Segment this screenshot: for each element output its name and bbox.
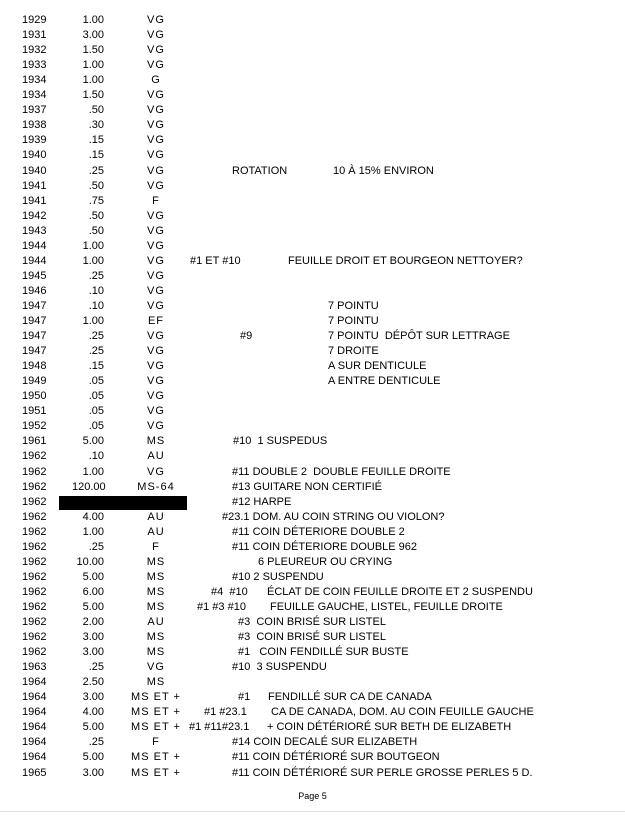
year-cell: 1962 (22, 631, 47, 644)
note-text: #10 2 SUSPENDU (232, 570, 324, 583)
price-cell: .30 (88, 119, 104, 132)
grade-cell: VG (147, 360, 165, 373)
note-text: CA DE CANADA, DOM. AU COIN FEUILLE GAUCHE (271, 706, 534, 719)
grade-cell: MS (146, 570, 166, 583)
table-row (0, 419, 625, 434)
table-row (0, 179, 625, 194)
table-row (0, 660, 625, 675)
price-cell: 5.00 (82, 570, 104, 583)
note-text: #10 3 SUSPENDU (232, 661, 327, 674)
price-cell: 1.00 (82, 74, 104, 87)
year-cell: 1940 (22, 149, 47, 162)
grade-cell: MS (146, 435, 166, 448)
grade-cell: MS ET + (131, 766, 181, 779)
table-row (0, 434, 625, 449)
note-text: #4 #10 (211, 585, 248, 598)
year-cell: 1934 (22, 74, 47, 87)
year-cell: 1929 (22, 14, 47, 26)
price-cell: .25 (88, 661, 104, 674)
grade-cell: VG (147, 254, 165, 267)
year-cell: 1947 (22, 330, 47, 343)
year-cell: 1962 (22, 570, 47, 583)
price-cell: .10 (88, 299, 104, 312)
price-cell: 1.00 (82, 525, 104, 538)
grade-cell: MS-64 (137, 480, 175, 493)
year-cell: 1962 (22, 585, 47, 598)
note-text: ROTATION (232, 164, 288, 177)
grade-cell: VG (147, 119, 165, 132)
table-row (0, 585, 625, 600)
year-cell: 1933 (22, 59, 47, 72)
note-text: #1 #23.1 (204, 706, 247, 719)
price-cell: 5.00 (82, 721, 104, 734)
note-text: #1 COIN FENDILLÉ SUR BUSTE (238, 646, 409, 659)
grade-cell: AU (147, 525, 165, 538)
table-row (0, 118, 625, 133)
table-row (0, 495, 625, 510)
price-cell: .25 (88, 269, 104, 282)
year-cell: 1937 (22, 104, 47, 117)
note-text: FEUILLE DROIT ET BOURGEON NETTOYER? (288, 254, 523, 267)
grade-cell: VG (147, 179, 165, 192)
table-row (0, 510, 625, 525)
grade-cell: MS (146, 600, 166, 613)
grade-cell: VG (147, 29, 165, 42)
grade-cell: VG (147, 390, 165, 403)
grade-cell: MS ET + (131, 751, 181, 764)
price-cell: 4.00 (82, 510, 104, 523)
note-text: #1 #3 #10 (197, 600, 246, 613)
price-cell: 120.00 (72, 480, 106, 493)
table-row (0, 224, 625, 239)
price-cell: .50 (88, 224, 104, 237)
table-row (0, 194, 625, 209)
table-row (0, 630, 625, 645)
table-row (0, 239, 625, 254)
note-text: #9 (240, 330, 253, 343)
grade-cell: F (152, 736, 160, 749)
year-cell: 1934 (22, 89, 47, 102)
price-cell: .25 (88, 736, 104, 749)
grade-cell: AU (147, 510, 165, 523)
year-cell: 1962 (22, 555, 47, 568)
table-row (0, 615, 625, 630)
year-cell: 1964 (22, 751, 47, 764)
year-cell: 1942 (22, 209, 47, 222)
year-cell: 1964 (22, 691, 47, 704)
grade-cell: MS ET + (131, 691, 181, 704)
grade-cell: VG (147, 345, 165, 358)
grade-cell: VG (147, 661, 165, 674)
price-cell: .25 (88, 540, 104, 553)
note-text: 7 POINTU (328, 315, 379, 327)
price-cell: 3.00 (82, 646, 104, 659)
table-row (0, 555, 625, 570)
table-row (0, 209, 625, 224)
grade-cell: VG (147, 284, 165, 297)
table-row (0, 389, 625, 404)
note-text: FENDILLÉ SUR CA DE CANADA (268, 691, 432, 704)
grade-cell: MS (146, 646, 166, 659)
table-row (0, 43, 625, 58)
grade-cell: EF (147, 315, 165, 327)
year-cell: 1962 (22, 646, 47, 659)
price-cell: 1.00 (82, 465, 104, 478)
price-cell: 1.00 (82, 254, 104, 267)
year-cell: 1941 (22, 194, 47, 207)
year-cell: 1944 (22, 239, 47, 252)
table-row (0, 284, 625, 299)
year-cell: 1943 (22, 224, 47, 237)
grade-cell: VG (147, 14, 165, 26)
grade-cell: MS (146, 631, 166, 644)
note-text: 7 DROITE (328, 345, 379, 358)
price-cell: .05 (88, 405, 104, 418)
year-cell: 1965 (22, 766, 47, 779)
price-cell: .75 (88, 194, 104, 207)
table-row (0, 750, 625, 765)
year-cell: 1963 (22, 661, 47, 674)
table-row (0, 88, 625, 103)
table-row (0, 28, 625, 43)
table-row (0, 720, 625, 735)
table-row (0, 690, 625, 705)
price-cell: 3.00 (82, 766, 104, 779)
year-cell: 1962 (22, 480, 47, 493)
price-cell: 6.00 (82, 585, 104, 598)
note-text: #11 DOUBLE 2 DOUBLE FEUILLE DROITE (232, 465, 451, 478)
year-cell: 1962 (22, 465, 47, 478)
note-text: #3 COIN BRISÉ SUR LISTEL (238, 616, 386, 628)
table-row (0, 735, 625, 750)
price-cell: 1.00 (82, 14, 104, 26)
note-text: A ENTRE DENTICULE (328, 375, 441, 388)
price-cell: .15 (88, 149, 104, 162)
year-cell: 1962 (22, 616, 47, 628)
table-row (0, 103, 625, 118)
grade-cell: VG (147, 269, 165, 282)
price-cell: .50 (88, 209, 104, 222)
year-cell: 1939 (22, 134, 47, 147)
table-row (0, 766, 625, 781)
note-text: #13 GUITARE NON CERTIFIÉ (232, 480, 382, 493)
price-cell: .15 (88, 134, 104, 147)
grade-cell: VG (147, 164, 165, 177)
grade-cell: VG (147, 104, 165, 117)
table-row (0, 73, 625, 88)
year-cell: 1945 (22, 269, 47, 282)
grade-cell: F (152, 540, 160, 553)
price-cell: .05 (88, 390, 104, 403)
table-row (0, 600, 625, 615)
year-cell: 1950 (22, 390, 47, 403)
table-row (0, 148, 625, 163)
table-row (0, 299, 625, 314)
note-text: 6 PLEUREUR OU CRYING (258, 555, 393, 568)
year-cell: 1947 (22, 299, 47, 312)
price-cell: .10 (88, 450, 104, 463)
note-text: + COIN DÉTÉRIORÉ SUR BETH DE ELIZABETH (267, 721, 512, 734)
year-cell: 1961 (22, 435, 47, 448)
table-row (0, 705, 625, 720)
note-text: A SUR DENTICULE (328, 360, 427, 373)
redaction-bar (59, 496, 187, 510)
price-cell: 5.00 (82, 751, 104, 764)
price-cell: 4.00 (82, 706, 104, 719)
year-cell: 1952 (22, 420, 47, 433)
grade-cell: VG (147, 299, 165, 312)
price-cell: .05 (88, 420, 104, 433)
table-row (0, 314, 625, 329)
grade-cell: VG (147, 375, 165, 388)
note-text: #11 COIN DÉTERIORE DOUBLE 962 (232, 540, 418, 553)
year-cell: 1947 (22, 315, 47, 327)
note-text: ÉCLAT DE COIN FEUILLE DROITE ET 2 SUSPENDU (267, 585, 533, 598)
table-row (0, 540, 625, 555)
price-cell: 3.00 (82, 691, 104, 704)
price-cell: .15 (88, 360, 104, 373)
year-cell: 1962 (22, 525, 47, 538)
price-cell: .50 (88, 179, 104, 192)
table-row (0, 254, 625, 269)
note-text: #1 ET #10 (190, 254, 241, 267)
year-cell: 1944 (22, 254, 47, 267)
grade-cell: MS (146, 585, 166, 598)
table-row (0, 449, 625, 464)
year-cell: 1949 (22, 375, 47, 388)
grade-cell: VG (147, 465, 165, 478)
grade-cell: VG (147, 134, 165, 147)
note-text: #1 (238, 691, 251, 704)
table-row (0, 570, 625, 585)
grade-cell: VG (147, 405, 165, 418)
grade-cell: MS ET + (131, 721, 181, 734)
price-cell: 3.00 (82, 29, 104, 42)
table-row (0, 13, 625, 28)
table-row (0, 329, 625, 344)
price-cell: .05 (88, 375, 104, 388)
year-cell: 1940 (22, 164, 47, 177)
note-text: #23.1 DOM. AU COIN STRING OU VIOLON? (222, 510, 445, 523)
price-cell: 1.00 (82, 315, 104, 327)
page-bottom-divider (0, 811, 625, 812)
note-text: 7 POINTU (328, 299, 379, 312)
price-cell: 1.00 (82, 239, 104, 252)
grade-cell: VG (147, 89, 165, 102)
year-cell: 1962 (22, 600, 47, 613)
grade-cell: VG (147, 239, 165, 252)
grade-cell: MS (146, 676, 166, 689)
note-text: #10 1 SUSPEDUS (233, 435, 328, 448)
table-row (0, 374, 625, 389)
grade-cell: F (152, 194, 160, 207)
price-cell: .25 (88, 330, 104, 343)
year-cell: 1962 (22, 540, 47, 553)
year-cell: 1941 (22, 179, 47, 192)
grade-cell: VG (147, 224, 165, 237)
year-cell: 1938 (22, 119, 47, 132)
note-text: FEUILLE GAUCHE, LISTEL, FEUILLE DROITE (270, 600, 503, 613)
grade-cell: VG (147, 149, 165, 162)
price-cell: 1.50 (82, 44, 104, 57)
year-cell: 1951 (22, 405, 47, 418)
page-number: Page 5 (298, 791, 327, 801)
price-cell: .50 (88, 104, 104, 117)
grade-cell: VG (147, 209, 165, 222)
note-text: #1 #11#23.1 (189, 721, 250, 734)
note-text: #11 COIN DÉTÉRIORÉ SUR BOUTGEON (232, 751, 440, 764)
price-cell: .10 (88, 284, 104, 297)
grade-cell: VG (147, 44, 165, 57)
year-cell: 1962 (22, 450, 47, 463)
year-cell: 1946 (22, 284, 47, 297)
grade-cell: MS ET + (131, 706, 181, 719)
note-text: #3 COIN BRISÉ SUR LISTEL (238, 631, 386, 644)
table-row (0, 645, 625, 660)
table-row (0, 525, 625, 540)
table-row (0, 359, 625, 374)
year-cell: 1931 (22, 29, 47, 42)
grade-cell: VG (147, 330, 165, 343)
price-cell: 1.00 (82, 59, 104, 72)
grade-cell: MS (146, 555, 166, 568)
note-text: #11 COIN DÉTERIORE DOUBLE 2 (232, 525, 405, 538)
year-cell: 1964 (22, 706, 47, 719)
table-row (0, 480, 625, 495)
year-cell: 1962 (22, 510, 47, 523)
year-cell: 1964 (22, 676, 47, 689)
grade-cell: AU (147, 616, 165, 628)
note-text: #12 HARPE (232, 495, 292, 508)
price-cell: 5.00 (82, 600, 104, 613)
price-cell: 1.50 (82, 89, 104, 102)
grade-cell: VG (147, 420, 165, 433)
table-row (0, 465, 625, 480)
price-cell: 10.00 (76, 555, 104, 568)
table-row (0, 404, 625, 419)
price-cell: .25 (88, 345, 104, 358)
table-row (0, 58, 625, 73)
price-cell: 3.00 (82, 631, 104, 644)
price-cell: 2.50 (82, 676, 104, 689)
year-cell: 1962 (22, 495, 47, 508)
note-text: #11 COIN DÉTÉRIORÉ SUR PERLE GROSSE PERLES 5 D. (232, 766, 533, 779)
year-cell: 1947 (22, 345, 47, 358)
table-row (0, 164, 625, 179)
year-cell: 1932 (22, 44, 47, 57)
price-cell: .25 (88, 164, 104, 177)
year-cell: 1964 (22, 721, 47, 734)
note-text: 10 À 15% ENVIRON (333, 164, 434, 177)
note-text: #14 COIN DECALÉ SUR ELIZABETH (232, 736, 418, 749)
table-row (0, 269, 625, 284)
table-row (0, 675, 625, 690)
price-cell: 2.00 (82, 616, 104, 628)
grade-cell: VG (147, 59, 165, 72)
table-row (0, 133, 625, 148)
grade-cell: G (151, 74, 161, 87)
note-text: 7 POINTU DÉPÔT SUR LETTRAGE (328, 330, 510, 343)
price-cell: 5.00 (82, 435, 104, 448)
grade-cell: AU (147, 450, 165, 463)
year-cell: 1964 (22, 736, 47, 749)
table-row (0, 344, 625, 359)
year-cell: 1948 (22, 360, 47, 373)
